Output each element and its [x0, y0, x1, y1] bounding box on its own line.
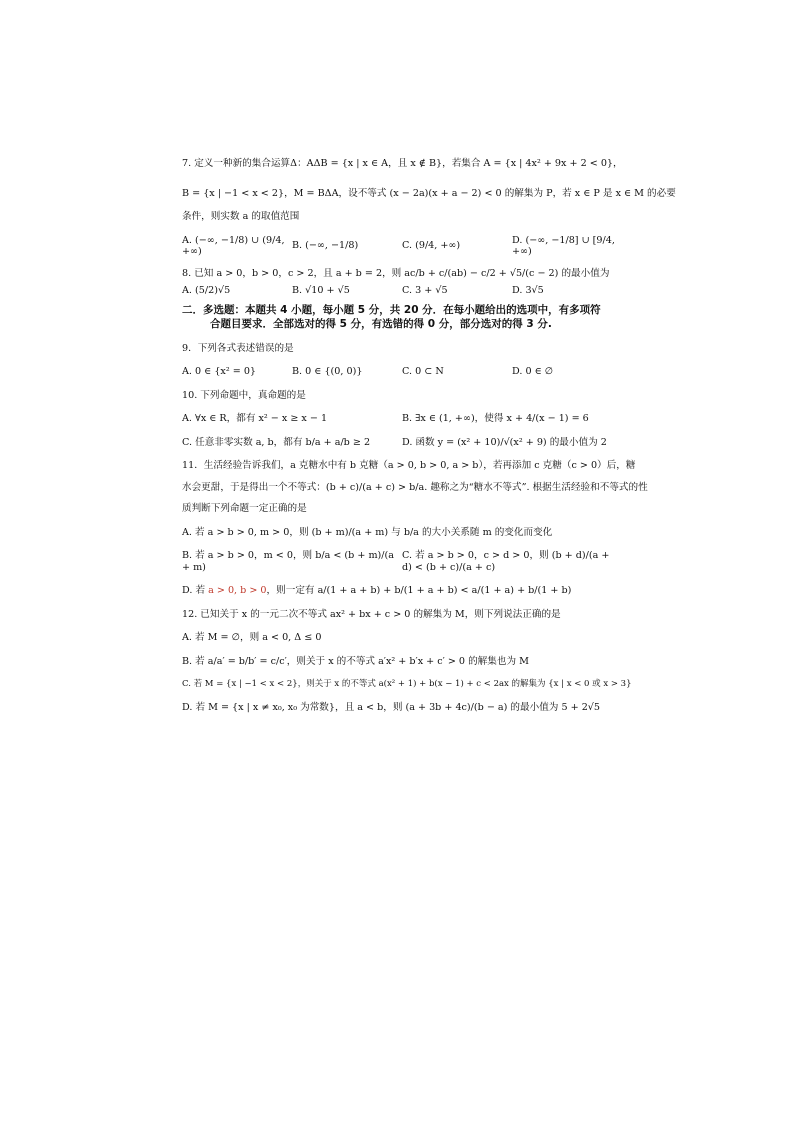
q8-options: [182, 285, 622, 297]
q7-option-c: C. (9/4, +∞): [402, 240, 461, 252]
q7-line-2: B = {x | −1 < x < 2}，M = BΔA，设不等式 (x − 2a)(x + a − 2) < 0 的解集为 P，若 x ∈ P 是 x ∈ M 的必要: [182, 187, 676, 199]
q7-line-3: 条件，则实数 a 的取值范围: [182, 211, 300, 222]
q11-option-a: A. 若 a > b > 0, m > 0，则 (b + m)/(a + m) 与 b/a 的大小关系随 m 的变化而变化: [182, 526, 553, 538]
q8-stem: 8. 已知 a > 0，b > 0，c > 2，且 a + b = 2，则 ac/b + c/(ab) − c/2 + √5/(c − 2) 的最小值为: [182, 267, 610, 279]
q11-option-d-condition: a > 0, b > 0: [208, 585, 267, 597]
q9-option-d: D. 0 ∈ ∅: [512, 366, 554, 378]
q8-option-b: B. √10 + √5: [292, 285, 350, 296]
q10-option-a: A. ∀x ∈ R，都有 x² − x ≥ x − 1: [182, 413, 328, 425]
q7-option-d: D. (−∞, −1/8] ∪ [9/4, +∞): [512, 234, 615, 257]
q11-line-1: 11．生活经验告诉我们，a 克糖水中有 b 克糖（a > 0, b > 0, a > b），若再添加 c 克糖（c > 0）后，糖: [182, 460, 636, 472]
section-2-line-2: 合题目要求．全部选对的得 5 分，有选错的得 0 分，部分选对的得 3 分.: [210, 317, 552, 330]
q8-option-a: A. (5/2)√5: [182, 285, 231, 296]
q10-options-row-2: [182, 437, 622, 449]
q12-option-a: A. 若 M = ∅，则 a < 0, Δ ≤ 0: [182, 632, 322, 644]
section-2-line-1: 二．多选题：本题共 4 小题，每小题 5 分，共 20 分．在每小题给出的选项中，有多项符: [182, 303, 601, 316]
q12-option-b: B. 若 a/a′ = b/b′ = c/c′，则关于 x 的不等式 a′x² + b′x + c′ > 0 的解集也为 M: [182, 655, 529, 667]
q10-stem: 10. 下列命题中，真命题的是: [182, 389, 306, 401]
q10-options-row-1: [182, 413, 622, 425]
q11-option-c: C. 若 a > b > 0，c > d > 0，则 (b + d)/(a + d) < (b + c)/(a + c): [402, 550, 610, 573]
q11-stem: [182, 460, 648, 515]
q11-line-2: 水会更甜，于是得出一个不等式：(b + c)/(a + c) > b/a. 趣称之为“糖水不等式”. 根据生活经验和不等式的性: [182, 481, 648, 493]
q9-option-b: B. 0 ∈ {(0, 0)}: [292, 366, 363, 378]
q10-option-c: C. 任意非零实数 a, b，都有 b/a + a/b ≥ 2: [182, 436, 371, 448]
q11-option-d: [182, 585, 622, 597]
q7-option-a: A. (−∞, −1/8) ∪ (9/4, +∞): [182, 234, 285, 257]
q7-option-b: B. (−∞, −1/8): [292, 240, 359, 252]
q9-option-c: C. 0 ⊂ N: [402, 366, 444, 378]
q11-option-b: B. 若 a > b > 0，m < 0，则 b/a < (b + m)/(a + m): [182, 550, 394, 573]
q11-line-3: 质判断下列命题一定正确的是: [182, 503, 307, 515]
q12-option-d: D. 若 M = {x | x ≠ x₀, x₀ 为常数}，且 a < b，则 (a + 3b + 4c)/(b − a) 的最小值为 5 + 2√5: [182, 701, 601, 713]
q9-option-a: A. 0 ∈ {x² = 0}: [182, 366, 257, 378]
q8-option-c: C. 3 + √5: [402, 285, 448, 296]
q8-option-d: D. 3√5: [512, 285, 544, 296]
q12-stem: 12. 已知关于 x 的一元二次不等式 ax² + bx + c > 0 的解集为 M，则下列说法正确的是: [182, 608, 561, 620]
q7-options: [182, 235, 622, 258]
q11-option-d-prefix: D. 若: [182, 585, 209, 597]
exam-content: [182, 158, 676, 713]
q11-option-d-text: ，则一定有 a/(1 + a + b) + b/(1 + a + b) < a/(1 + a) + b/(1 + b): [266, 585, 572, 597]
q7-line-1: 7. 定义一种新的集合运算Δ：AΔB = {x | x ∈ A，且 x ∉ B}，若集合 A = {x | 4x² + 9x + 2 < 0}，: [182, 158, 623, 169]
q11-options-row-bc: [182, 550, 622, 573]
section-2-heading: [182, 303, 622, 331]
q10-option-d: D. 函数 y = (x² + 10)/√(x² + 9) 的最小值为 2: [402, 436, 607, 448]
q10-option-b: B. ∃x ∈ (1, +∞)，使得 x + 4/(x − 1) = 6: [402, 413, 589, 425]
q12-option-c: C. 若 M = {x | −1 < x < 2}，则关于 x 的不等式 a(x² + 1) + b(x − 1) + c < 2ax 的解集为 {x | x < 0 或 x > 3}: [182, 679, 632, 690]
q9-options: [182, 366, 622, 378]
q9-stem: 9．下列各式表述错误的是: [182, 342, 294, 354]
